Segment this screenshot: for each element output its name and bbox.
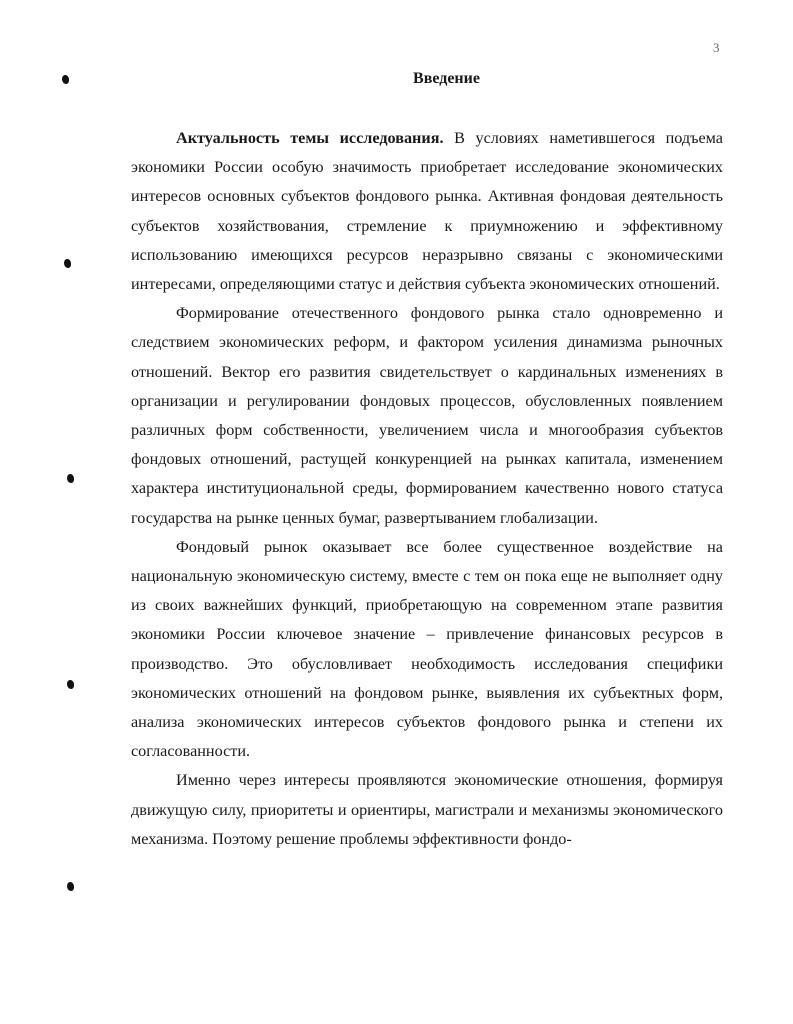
section-heading: Введение <box>413 70 480 87</box>
paragraph: Формирование отечественного фондового рынка стало одновременно и следствием экономических реформ, и фактором усиления динамизма рыночных отношений. Вектор его развития свидетельствует о кардинальных изменениях в организации и регулировании фондовых процессов, обусловленных появлением различных форм собственности, увеличением числа и многообразия субъектов фондовых отношений, растущей конкуренцией на рынках капитала, изменением характера институциональной среды, формированием качественно нового статуса государства на рынке ценных бумаг, развертыванием глобализации. <box>131 304 723 527</box>
binding-hole-mark <box>67 882 74 891</box>
binding-hole-mark <box>67 680 74 689</box>
paragraph-text: В условиях наметившегося подъема экономики России особую значимость приобретает исследование экономических интересов основных субъектов фондового рынка. Активная фондовая деятельность субъектов хозяйствования, стремление к приумножению и эффективному использованию имеющихся ресурсов неразрывно связаны с экономическими интересами, определяющими статус и действия субъекта экономических отношений. <box>131 129 723 294</box>
page-number: 3 <box>713 40 720 55</box>
binding-hole-mark <box>67 474 74 483</box>
paragraph: Фондовый рынок оказывает все более существенное воздействие на национальную экономическую систему, вместе с тем он пока еще не выполняет одну из своих важнейших функций, приобретающую на современном этапе развития экономики России ключевое значение – привлечение финансовых ресурсов в производство. Это обусловливает необходимость исследования специфики экономических отношений на фондовом рынке, выявления их субъектных форм, анализа экономических интересов субъектов фондового рынка и степени их согласованности. <box>131 537 723 761</box>
binding-hole-mark <box>64 259 71 268</box>
paragraph-lead: Актуальность темы исследования. <box>176 129 444 147</box>
paragraph: Именно через интересы проявляются экономические отношения, формируя движущую силу, приоритеты и ориентиры, магистрали и механизмы экономического механизма. Поэтому решение проблемы эффективности фондо- <box>131 771 723 848</box>
paragraph <box>131 124 723 299</box>
document-body <box>131 124 723 854</box>
